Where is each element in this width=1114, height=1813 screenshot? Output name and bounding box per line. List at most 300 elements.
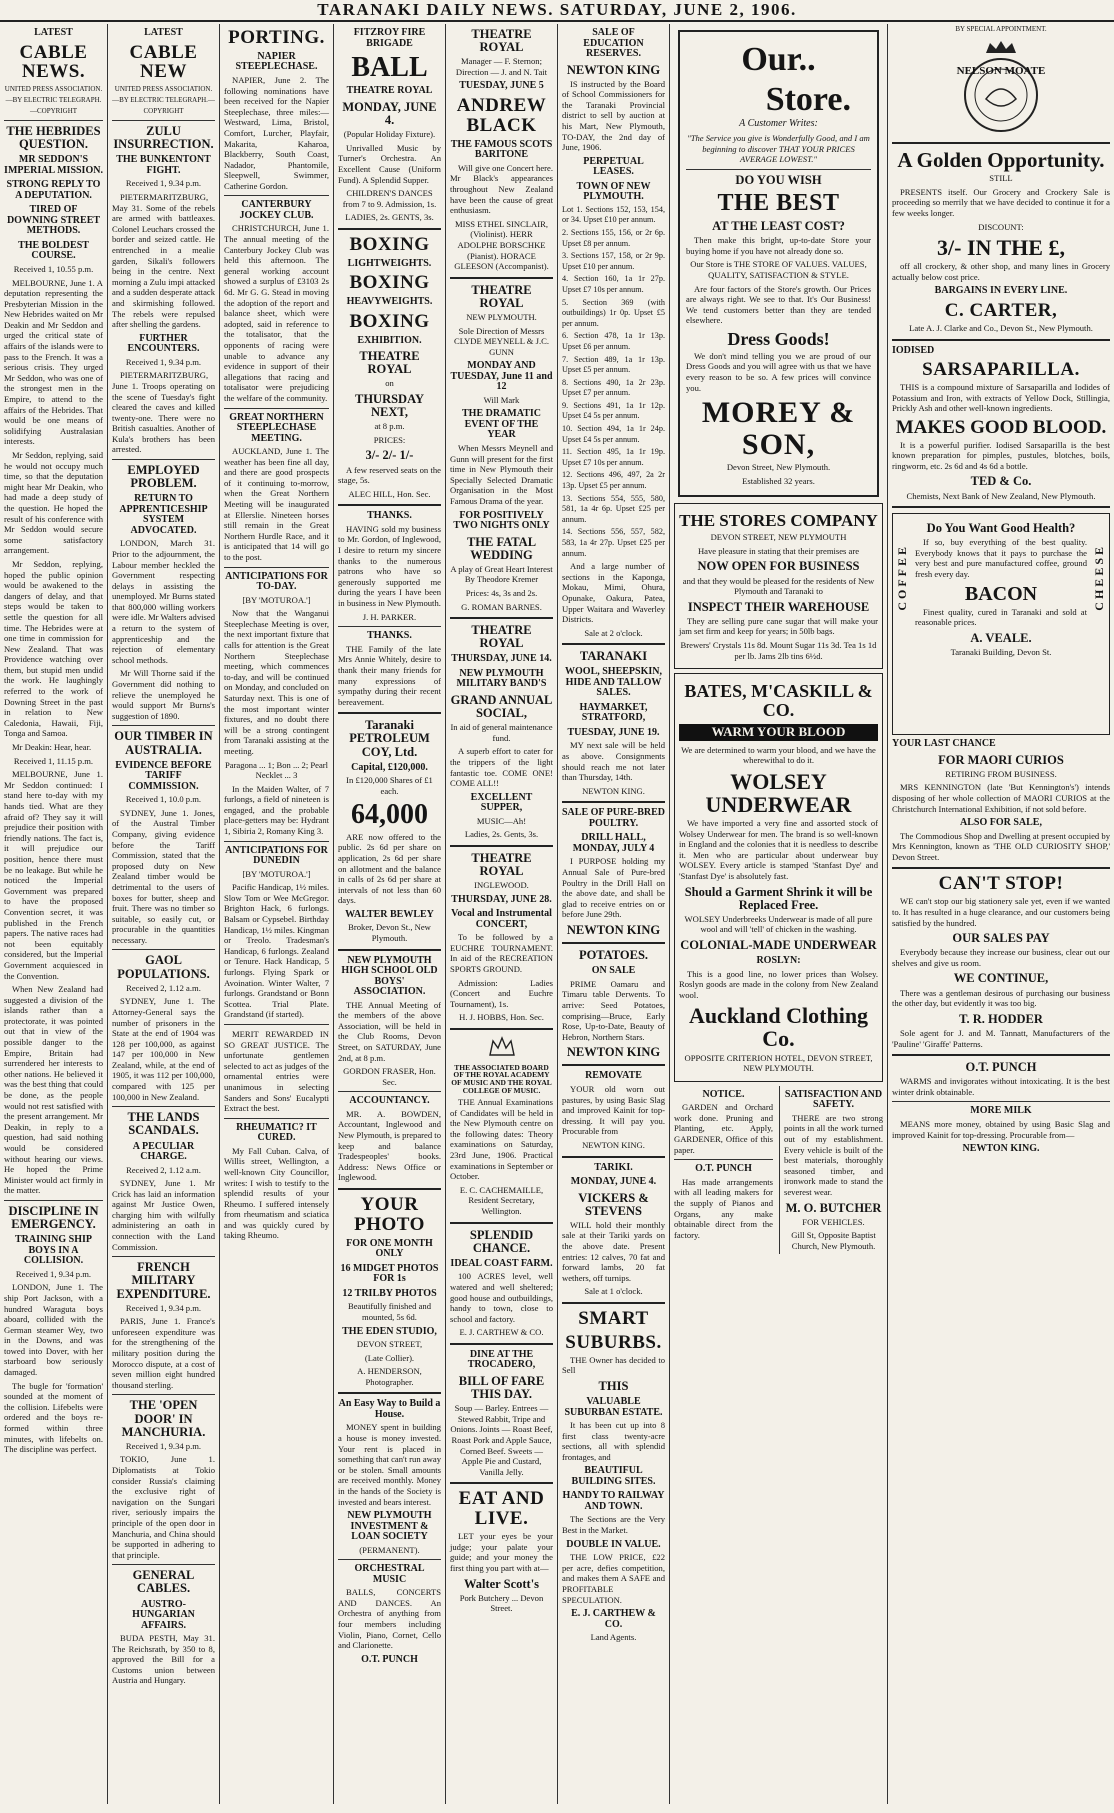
agent-address: Broker, Devon St., New Plymouth.: [348, 922, 431, 943]
established: Established 32 years.: [742, 475, 815, 486]
advert-body: WOLSEY Underbreeks Underwear is made of all pure wool and will 'tell' of chicken in the washing.: [684, 913, 873, 935]
advert-body: GARDEN and Orchard work done. Pruning and Planting, etc. Apply, GARDENER, Office of this paper.: [674, 1102, 773, 1155]
lot-item: 4. Section 160, 1a 1r 27p. Upset £7 10s per annum.: [562, 274, 665, 294]
advert-subheading: ROSLYN:: [756, 955, 801, 967]
article-paragraph: The bugle for 'formation' sounded at the moment of the collision. Lifebelts were ordered and the boys re-formed within three minutes, with lifebelts on. The discipline was perfect.: [4, 1380, 103, 1455]
boxing-sub: LIGHTWEIGHTS.: [347, 257, 432, 269]
signature: NEWTON KING.: [582, 785, 645, 796]
event-subtitle: (Popular Holiday Fixture).: [343, 129, 436, 140]
price-list: Brewers' Crystals 11s 8d. Mount Sugar 11s 3d. Tea 1s 1d per lb. Jams 2lb tins 6½d.: [680, 640, 877, 661]
article-paragraph: SYDNEY, June 1. Mr Crick has laid an information against Mr Justice Owen, charging him with wilfully administering an oath in connection with the Land Commission.: [112, 1178, 215, 1252]
seal-text: NELSON MOATE: [956, 64, 1046, 77]
firm-name: VICKERS & STEVENS: [578, 1190, 649, 1218]
signature-sub: Land Agents.: [590, 1632, 637, 1643]
advert-body: Are four factors of the Store's growth. Our Prices are always right. We see to that. It's Our Business! We tend customers better than they are tended elsewhere.: [686, 283, 871, 326]
signature: E. J. CARTHEW & CO.: [571, 1608, 656, 1630]
advert-body: THE LOW PRICE, £22 per acre, defies competition, and makes them A SAFE and PROFITABLE SPECULATION.: [562, 1552, 665, 1605]
advert-body: My Fall Cuban. Calva, of Willis street, Wellington, a well-known City Councillor, writes: I wish to testify to the splendid results of your Rheumo. I suffered intensely from rheumatism and sciatica and was quickly cured by taking Rheumo.: [224, 1145, 329, 1241]
story-subheading: A PECULIAR CHARGE.: [132, 1140, 195, 1162]
masthead: TARANAKI DAILY NEWS. SATURDAY, JUNE 2, 1906.: [0, 0, 1114, 22]
signature: E. C. CACHEMAILLE, Resident Secretary, Wellington.: [459, 1184, 544, 1217]
article-paragraph: When New Zealand had suggested a division of the islands rather than a protectorate, it was pointed out that in view of the possible danger to the Empire, Britain had surrendered her interests to other nations. He believed it was the best thing that could be done, as the people would not rest satisfied with the present arrangement. Mr Deakin, in reply to a question, had said nothing would be considered without hearing our views. He hoped the Prime Minister would act firmly in the matter.: [4, 984, 103, 1196]
press-credit: UNITED PRESS ASSOCIATION.—BY ELECTRIC TELEGRAPH.—COPYRIGHT: [112, 85, 215, 115]
estate-heading: SUBURBS.: [565, 1331, 662, 1353]
event-date: THURSDAY NEXT,: [354, 392, 424, 420]
will-mark: Will Mark: [483, 394, 520, 405]
share-count: 64,000: [351, 799, 428, 831]
management: Manager — F. Sternon; Direction — J. and N. Tait: [455, 56, 548, 77]
dress-goods-heading: Dress Goods!: [727, 328, 830, 349]
signature: G. ROMAN BARNES.: [461, 601, 542, 612]
advert-title: THANKS.: [367, 510, 412, 522]
advert-body: PRESENTS itself. Our Grocery and Crockery Sale is proceeding so merrily that we have decided to continue it for a few weeks longer.: [892, 186, 1110, 219]
ticket-prices: Prices: 4s, 3s and 2s.: [465, 587, 538, 598]
studio-name: THE EDEN STUDIO,: [342, 1325, 437, 1337]
story-heading: FRENCH MILITARY EXPENDITURE.: [116, 1260, 211, 1301]
event-headline: THE DRAMATIC EVENT OF THE YEAR: [462, 408, 541, 441]
lot-item: 10. Section 494, 1a 1r 24p. Upset £4 5s per annum.: [562, 424, 665, 444]
story-heading: FURTHER ENCOUNTERS.: [127, 332, 200, 355]
music-line: MUSIC—Ah!: [476, 815, 527, 826]
advert-body: We don't mind telling you we are proud of our Dress Goods and you will agree with us that we have every reason to be so. A few prices will convince you.: [686, 350, 871, 393]
stores-company-advert: [674, 503, 883, 669]
lot-item: 7. Section 489, 1a 1r 13p. Upset £5 per annum.: [562, 354, 665, 375]
advert-sub: IDEAL COAST FARM.: [450, 1257, 553, 1269]
signature: GORDON FRASER, Hon. Sec.: [343, 1066, 436, 1087]
play-byline: A play of Great Heart Interest By Theodore Kremer: [450, 563, 553, 585]
advert-body: Will give one Concert here. Mr Black's appearances throughout New Zealand have been the cause of great enthusiasm.: [450, 162, 553, 216]
article-paragraph: Mr Seddon, replying, said he would not occupy much time, so that the deputation might hear Mr Deakin, who had made a deep study of the question. He hoped the result of his conference with Mr Seddon would secure some satisfactory arrangement.: [4, 450, 103, 556]
story-heading: GREAT NORTHERN STEEPLECHASE MEETING.: [229, 411, 324, 444]
estate-heading: THIS: [598, 1378, 629, 1393]
story-heading: EMPLOYED PROBLEM.: [127, 463, 200, 491]
advert-heading: YOUR LAST CHANCE: [892, 738, 996, 750]
advert-title: SPLENDID CHANCE.: [469, 1227, 534, 1255]
bacon-heading: BACON: [964, 582, 1038, 605]
prices-label: PRICES:: [373, 434, 406, 445]
dateline: Received 1, 9.34 p.m.: [125, 1302, 202, 1313]
crest-icon: [450, 1035, 553, 1060]
society-name: NEW PLYMOUTH INVESTMENT & LOAN SOCIETY: [347, 1510, 432, 1543]
article-paragraph: Mr Deakin: Hear, hear.: [12, 742, 92, 753]
shop-name: Walter Scott's: [463, 1576, 540, 1591]
firm-name: Auckland Clothing Co.: [688, 1003, 869, 1052]
firm-name: M. O. BUTCHER: [785, 1200, 882, 1215]
advert-body: To be followed by a EUCHRE TOURNAMENT. In aid of the RECREATION SPORTS GROUND.: [450, 932, 553, 975]
advert-heading: A Golden Opportunity.: [897, 148, 1105, 173]
advert-body: If so, buy everything of the best quality. Everybody knows that it pays to purchase the very best and pure manufactured coffee, ground fresh every day.: [915, 537, 1087, 580]
advert-body: MONEY spent in building a house is money invested. Your rent is placed in something that can't run away or be stolen. Small amounts are received monthly. Money in the hands of the Society is invested and bears interest.: [338, 1422, 441, 1507]
venue: THEATRE ROYAL: [359, 349, 420, 377]
signature: NEWTON KING.: [582, 1139, 645, 1150]
signature: E. J. CARTHEW & CO.: [459, 1327, 544, 1338]
article-paragraph: MELBOURNE, June 1. A deputation representing the Presbyterian Mission in the New Hebrides waited on Mr Deakin and Mr Seddon and urged the critical state of affairs of the islands were to pass to the French. It was a serious crisis. They urged Mr Seddon, who was one of the strongest men in the Empire, to attend to the affairs of the Hebrides. That would be one means of solidifying Australasian interests.: [4, 277, 103, 447]
article-paragraph: BUDA PESTH, May 31. The Reichsrath, by 350 to 8, approved the Bill for a Customs union between Austria and Hungary.: [112, 1633, 215, 1686]
dateline: Received 1, 10.55 p.m.: [13, 263, 94, 274]
dateline: Received 1, 9.34 p.m.: [15, 1268, 92, 1279]
sale-place: TARIKI.: [594, 1161, 633, 1173]
column-4: [334, 24, 446, 1804]
story-subheading: EVIDENCE BEFORE TARIFF COMMISSION.: [115, 759, 212, 792]
event-headline: Vocal and Instrumental CONCERT,: [451, 908, 552, 930]
cable-news-heading: CABLE NEW: [129, 41, 198, 83]
veale-advert: [892, 513, 1110, 735]
firm-address: Devon Street, New Plymouth.: [726, 462, 831, 473]
estate-heading: DOUBLE IN VALUE.: [566, 1538, 661, 1550]
advert-subheading: OUR SALES PAY: [952, 931, 1050, 946]
advert-title: FITZROY FIRE BRIGADE: [353, 27, 426, 49]
advert-heading: BATES, M'CASKILL & CO.: [684, 681, 873, 721]
advert-heading: SARSAPARILLA.: [922, 359, 1080, 381]
advert-title: DINE AT THE TROCADERO,: [467, 1348, 536, 1371]
advert-heading: O.T. PUNCH: [695, 1163, 752, 1175]
sale-time: Sale at 1 o'clock.: [584, 1286, 643, 1297]
advert-address: DEVON STREET, NEW PLYMOUTH: [710, 532, 847, 543]
customer-writes: A Customer Writes:: [739, 118, 818, 130]
on-sale: ON SALE: [591, 965, 636, 977]
royal-appointment: BY SPECIAL APPOINTMENT.: [955, 25, 1047, 33]
advert-body: WARMS and invigorates without intoxicating. It is the best winter drink obtainable.: [892, 1076, 1110, 1097]
advert-body: It is a powerful purifier. Iodised Sarsaparilla is the best known preparation for pimples, pustules, blotches, boils, ringworm, etc. 2s 6d and 4s 6d a bottle.: [892, 439, 1110, 471]
estate-heading: SMART: [578, 1307, 649, 1329]
tea-seal-icon: [892, 39, 1110, 138]
advert-subheading: THE BEST: [717, 189, 840, 216]
latest-label: LATEST: [34, 27, 73, 38]
boxing-heading: BOXING: [349, 233, 430, 255]
lot-item: 12. Sections 496, 497, 2a 2r 13p. Upset £5 per annum.: [562, 470, 665, 491]
lot-item: 13. Sections 554, 555, 580, 581, 1a 4r 6p. Upset £25 per annum.: [562, 493, 665, 524]
event-date: MONDAY AND TUESDAY, June 11 and 12: [450, 360, 553, 393]
advert-sub: WOOL, SHEEPSKIN, HIDE AND TALLOW SALES.: [565, 666, 662, 699]
advert-title: SALE OF EDUCATION RESERVES.: [583, 27, 644, 59]
firm-name: TED & Co.: [970, 474, 1032, 489]
estate-heading: BEAUTIFUL BUILDING SITES.: [571, 1465, 656, 1487]
advert-body: THIS is a compound mixture of Sarsaparilla and Iodides of Potassium and Iron, with extracts of Yellow Dock, Stillingia, Prickly Ash and other well-known ingredients.: [892, 381, 1110, 414]
event-headline: GRAND ANNUAL SOCIAL,: [450, 692, 553, 721]
studio-address: DEVON STREET,: [356, 1339, 423, 1350]
article-paragraph: PARIS, June 1. France's unforeseen expenditure was for the strengthening of the military position during the Morocco dispute, at a cost of seven million eight hundred thousand sterling.: [112, 1316, 215, 1390]
advert-body: MEANS more money, obtained by using Basic Slag and improved Kainit for top-dressing. Procurable from—: [892, 1118, 1110, 1140]
organiser: NEW PLYMOUTH MILITARY BAND'S: [456, 667, 547, 690]
supper-line: EXCELLENT SUPPER,: [470, 791, 533, 814]
story-subheading: STRONG REPLY TO A DEPUTATION.: [6, 179, 101, 201]
advert-body: And a large number of sections in the Kaponga, Mokau, Mimi, Ohura, Opunake, Oakura, Patea, Upper Waitara and Waverley Districts.: [562, 561, 665, 625]
advert-title: POTATOES.: [578, 948, 649, 963]
lot-item: 6. Section 478, 1a 1r 13p. Upset £6 per annum.: [562, 331, 665, 351]
discount-amount: 3/- IN THE £,: [937, 235, 1065, 261]
story-heading: GAOL POPULATIONS.: [117, 953, 210, 981]
lot-item: 8. Sections 490, 1a 2r 23p. Upset £7 per annum.: [562, 377, 665, 398]
story-subheading: AUSTRO-HUNGARIAN AFFAIRS.: [132, 1598, 195, 1631]
story-subheading: THE BUNKENTONT FIGHT.: [116, 154, 211, 176]
advert-subheading: WOLSEY UNDERWEAR: [705, 768, 852, 817]
discount-label: DISCOUNT:: [978, 221, 1024, 232]
on-label: on: [385, 378, 394, 389]
article-paragraph: NAPIER, June 2. The following nominations have been received for the Napier Steeplechase, three miles:—Westward, Lima, Bristol, Comfort, Lurcher, Playfair, Makarita, Kaharoa, Blackberry, South Coast, Nadador, Phantomile, Sleepwell, Swimmer, Catherine Gordon.: [224, 74, 329, 191]
signature: H. J. HOBBS, Hon. Sec.: [459, 1012, 544, 1023]
dateline: Received 1, 10.0 p.m.: [125, 794, 202, 805]
values-line: Our Store is THE STORE OF VALUES. VALUES, QUALITY, SATISFACTION & STYLE.: [690, 259, 867, 280]
photo-heading: YOUR PHOTO: [354, 1194, 425, 1235]
lot-item: 3. Sections 157, 158, or 2r 9p. Upset £10 per annum.: [562, 251, 665, 271]
dateline: Received 1, 9.34 p.m.: [125, 178, 202, 189]
shop-address: Pork Butchery ... Devon Street.: [459, 1592, 544, 1614]
sale-date: MONDAY, JUNE 4.: [570, 1176, 657, 1187]
estate-heading: VALUABLE SUBURBAN ESTATE.: [564, 1396, 663, 1418]
advert-body: MRS KENNINGTON (late 'But Kennington's') intends disposing of her whole collection of MAORI CURIOS at the Christchurch International Exhibition, if not sold before.: [892, 782, 1110, 814]
ball-heading: BALL: [351, 52, 428, 83]
story-heading: OUR TIMBER IN AUSTRALIA.: [114, 729, 213, 757]
advert-title: ACCOUNTANCY.: [349, 1095, 430, 1107]
article-paragraph: In the Maiden Walter, of 7 furlongs, a field of nineteen is engaged, and the probable place-getters may be: Hydrant 1, Sibiria 2, Romany King 3.: [224, 783, 329, 837]
advert-body: MR. A. BOWDEN, Accountant, Inglewood and New Plymouth, is prepared to keep and balance Tradespeoples' books. Address: News Office or Inglewood.: [338, 1108, 441, 1183]
lot-item: 14. Sections 556, 557, 582, 583, 1a 4r 27p. Upset £25 per annum.: [562, 527, 665, 558]
advert-subheading: COLONIAL-MADE UNDERWEAR: [680, 937, 877, 952]
lot-item: Lot 1. Sections 152, 153, 154, or 34. Upset £10 per annum.: [562, 204, 665, 225]
story-heading: GENERAL CABLES.: [132, 1568, 195, 1596]
advert-body: YOUR old worn out pastures, by using Basic Slag and improved Kainit for top-dressing. It will pay you. Procurable from: [562, 1083, 665, 1137]
bargains: BARGAINS IN EVERY LINE.: [934, 285, 1068, 297]
auctioneer-name: NEWTON KING: [566, 62, 661, 77]
story-heading: THE 'OPEN DOOR' IN MANCHURIA.: [121, 1398, 206, 1439]
event-date: THURSDAY, JUNE 28.: [451, 893, 552, 905]
story-subheading: NAPIER STEEPLECHASE.: [235, 50, 318, 73]
theatre-title: THEATRE ROYAL: [471, 27, 532, 55]
morey-advert: [678, 30, 879, 497]
advert-body: It has been cut up into 8 first class twenty-acre sections, all with splendid frontages, and: [562, 1420, 665, 1462]
firm-name: C. CARTER,: [944, 299, 1058, 321]
firm-address: Late A. J. Clarke and Co., Devon St., New Plymouth.: [909, 322, 1093, 333]
advert-heading: O.T. PUNCH: [965, 1060, 1037, 1075]
story-subheading: TRAINING SHIP BOYS IN A COLLISION.: [15, 1234, 92, 1267]
estate-heading: HANDY TO RAILWAY AND TOWN.: [562, 1490, 665, 1512]
story-heading: ANTICIPATIONS FOR DUNEDIN: [225, 844, 328, 867]
lot-item: 11. Section 495, 1a 1r 19p. Upset £7 10s per annum.: [562, 447, 665, 467]
sale-place: DRILL HALL, MONDAY, JULY 4: [572, 832, 655, 854]
advert-title: THE ASSOCIATED BOARD OF THE ROYAL ACADEMY OF MUSIC AND THE ROYAL COLLEGE OF MUSIC.: [451, 1062, 552, 1096]
advert-body: 100 ACRES level, well watered and well sheltered; good house and outbuildings, handy to town, close to school and factory.: [450, 1271, 553, 1324]
advert-body: ARE now offered to the public. 2s 6d per share on application, 2s 6d per share on allotment and the balance in calls of 2s 6d per share at intervals of not less than 60 days.: [338, 831, 441, 906]
advert-body: THE Family of the late Mrs Annie Whitely, desire to thank their many friends for many expressions of sympathy during their recent bereavement.: [338, 643, 441, 707]
management: Sole Direction of Messrs CLYDE MEYNELL & J.C. GUNN: [453, 325, 550, 357]
dateline: Received 1, 11.15 p.m.: [13, 755, 94, 766]
advert-body: Everybody because they increase our business, clear out our shelves and give us room.: [892, 947, 1110, 968]
byline: [BY 'MOTUROA.']: [242, 868, 311, 879]
byline: [BY 'MOTUROA.']: [242, 594, 311, 605]
play-title: THE FATAL WEDDING: [466, 534, 537, 562]
advert-body: The Commodious Shop and Dwelling at present occupied by Mrs Kennington, known as 'THE OLD CURIOSITY SHOP,' Devon Street.: [892, 830, 1110, 862]
advert-body: They are selling pure cane sugar that will make your jam set firm and keep for years; in 50lb bags.: [679, 615, 878, 637]
company-name: Taranaki PETROLEUM COY, Ltd.: [349, 718, 430, 759]
firm-address: Chemists, Next Bank of New Zealand, New Plymouth.: [906, 490, 1096, 501]
column-1: [0, 24, 108, 1804]
advert-body: HAVING sold my business to Mr. Gordon, of Inglewood, I desire to return my sincere thanks to the numerous patrons who have so generously supported me during the years I have been in business in New Plymouth.: [338, 523, 441, 609]
advert-heading: NOTICE.: [702, 1088, 745, 1100]
cable-news-heading: CABLE NEWS.: [19, 41, 88, 83]
advert-title: TARANAKI: [579, 649, 648, 664]
advert-subheading: AT THE LEAST COST?: [712, 219, 845, 234]
theatre-title: THEATRE ROYAL: [471, 282, 532, 310]
bottom-adverts: [674, 1086, 883, 1255]
advert-heading: RHEUMATIC? IT CURED.: [236, 1121, 317, 1144]
event-date: TUESDAY, JUNE 5: [459, 80, 544, 92]
article-paragraph: AUCKLAND, June 1. The weather has been fine all day, and there are good prospects of it continuing to-morrow, when the Great Northern Meeting will be inaugurated at Ellerslie. Nineteen horses still remain in the Great Northern Hurdle Race, and it is anticipated that 14 will go to the post.: [224, 446, 329, 562]
advert-body: WILL hold their monthly sale at their Tariki yards on the above date. Present entries: 12 calves, 70 fat and forward lambs, 20 fat wethers, off turnips.: [562, 1219, 665, 1283]
ticket-prices: LADIES, 2s. GENTS, 3s.: [345, 212, 434, 223]
sale-place: HAYMARKET, STRATFORD,: [579, 701, 648, 724]
section-heading: PORTING.: [228, 27, 325, 48]
advert-body: Finest quality, cured in Taranaki and sold at reasonable prices.: [915, 606, 1087, 628]
cheese-label: CHEESE: [1092, 544, 1107, 611]
story-subheading: TIRED OF DOWNING STREET METHODS.: [6, 204, 101, 237]
offer-line: FOR ONE MONTH ONLY: [346, 1237, 433, 1260]
story-heading: ZULU INSURRECTION.: [113, 124, 214, 152]
article-paragraph: MELBOURNE, June 1. Mr Seddon continued: I stand here to-day with my hands tied. What are they afraid of? They say it will prejudice their position with friendly nations. The fact is, it will prejudice our position, hence there must be no leakage. But while he noticed the Imperial Government was prepared to have the proposed Convention secret, it was published in the French papers. The native races had not been equitably considered, but the Imperial Government acquiesced in the Convention.: [4, 769, 103, 981]
signature: NEWTON KING.: [962, 1143, 1040, 1155]
ticket-prices: 3/- 2/- 1/-: [365, 448, 414, 463]
story-subheading: THE BOLDEST COURSE.: [18, 239, 89, 262]
ticket-info: CHILDREN'S DANCES from 7 to 9. Admission, 1s.: [342, 188, 437, 209]
advert-heading: MORE MILK: [970, 1105, 1032, 1117]
offer-line: 16 MIDGET PHOTOS FOR 1s: [340, 1262, 439, 1285]
advert-subheading: WE CONTINUE,: [953, 971, 1049, 986]
advert-title: REMOVATE: [585, 1070, 642, 1082]
signature: O.T. PUNCH: [361, 1653, 418, 1665]
event-date: MONDAY, JUNE 4.: [342, 99, 437, 128]
dateline: Received 2, 1.12 a.m.: [126, 982, 201, 993]
advert-body: THE Owner has decided to Sell: [562, 1354, 665, 1376]
advert-body: We are determined to warm your blood, and we have the wherewithal to do it.: [681, 744, 876, 766]
tips-list: Paragona ... 1; Bon ... 2; Pearl Necklet ... 3: [224, 759, 329, 781]
advert-body: off all crockery, & other shop, and many lines in Grocery actually below cost price.: [892, 261, 1110, 282]
story-heading: DISCIPLINE IN EMERGENCY.: [8, 1203, 99, 1232]
dateline: Received 2, 1.12 a.m.: [126, 1164, 201, 1175]
capital: Capital, £120,000.: [351, 761, 428, 773]
assisting-artists: MISS ETHEL SINCLAIR, (Violinist). HERR ADOLPHE BORSCHKE (Pianist). HORACE GLEESON (Accompanist).: [454, 218, 549, 272]
firm-name: A. VEALE.: [970, 630, 1032, 645]
society-sub: (PERMANENT).: [359, 1544, 420, 1555]
advert-heading: Do You Want Good Health?: [926, 521, 1076, 536]
advert-heading: IODISED: [892, 344, 935, 356]
ticket-prices: Ladies, 2s. Gents, 3s.: [464, 829, 539, 840]
signature: NEWTON KING: [566, 923, 661, 937]
signature: NEWTON KING: [566, 1045, 661, 1060]
article-paragraph: TOKIO, June 1. Diplomatists at Tokio consider Russia's claiming the exclusive right of navigation on the Sungari river, seriously impairs the principle of the open door in Manchuria, and China should be supported in adhering to that principle.: [112, 1454, 215, 1560]
firm-name: MOREY & SON,: [701, 396, 856, 461]
firm-address: Taranaki Building, Devon St.: [950, 646, 1052, 657]
bates-advert: [674, 673, 883, 1082]
advert-title: ORCHESTRAL MUSIC: [354, 1563, 425, 1585]
offer-line: 12 TRILBY PHOTOS: [342, 1287, 437, 1299]
advert-body: WE can't stop our big stationery sale yet, even if we wanted to. It has resulted in a huge clearance, and our customers being satisfied by the hundred.: [892, 896, 1110, 928]
firm-address: OPPOSITE CRITERION HOTEL, DEVON STREET, NEW PLYMOUTH.: [684, 1052, 873, 1074]
menu-heading: BILL OF FARE THIS DAY.: [458, 1373, 545, 1402]
lot-item: 9. Sections 491, 1a 1r 12p. Upset £4 5s per annum.: [562, 400, 665, 421]
story-heading: THE HEBRIDES QUESTION.: [6, 124, 101, 152]
article-paragraph: SYDNEY, June 1. The Attorney-General says the number of prisoners in the State at the end of 1904 was 128 per 100,000, as against 147 per 100,000 in New Zealand, while, at the end of 1905, it was 112 per 100,000, compared with 125 per 100,000 in New Zealand.: [112, 996, 215, 1102]
advert-subheading: DO YOU WISH: [735, 172, 822, 187]
advert-body: Then make this bright, up-to-date Store your buying home if you have not already done so.: [686, 235, 871, 256]
venue: THEATRE ROYAL: [346, 85, 433, 97]
article-paragraph: LONDON, March 31. Prior to the adjournment, the Labour member heckled the Government respecting delays in assisting the unemployed. Mr Burns stated that 800,000 willing workers were idle. Mr Walters advised a return to the system of apprenticeship and the rejection of elementary school methods.: [112, 538, 215, 665]
studio-late: (Late Collier).: [364, 1352, 415, 1363]
column-2: [108, 24, 220, 1804]
theatre-title: THEATRE ROYAL: [471, 623, 532, 651]
advert-body: A superb effort to cater for the trippers of the light fantastic toe. COME ONE! COME ALL!!: [450, 746, 553, 789]
advert-body: There was a gentleman desirous of purchasing our business the other day, but evidently it was too big.: [892, 987, 1110, 1009]
signature: J. H. PARKER.: [362, 611, 417, 622]
event-time: at 8 p.m.: [374, 421, 405, 432]
boxing-heading: BOXING: [349, 310, 430, 332]
dateline: Received 1, 9.34 p.m.: [125, 1440, 202, 1451]
advert-body: The Sections are the Very Best in the Market.: [562, 1514, 665, 1536]
performer-name: ANDREW BLACK: [456, 94, 547, 136]
advert-body: Has made arrangements with all leading makers for the supply of Pianos and Organs, any make obtainable direct from the factory.: [674, 1176, 773, 1240]
advert-body: PRIME Oamaru and Timaru table Derwents. To arrive: Seed Potatoes, comprising—Bruce, Early Rose, Up-to-Date, Beauty of Hebron, Northern Stars.: [562, 978, 665, 1042]
advert-body: and that they would be pleased for the residents of New Plymouth and Taranaki to: [682, 575, 875, 597]
theatre-town: INGLEWOOD.: [474, 880, 529, 891]
advert-heading: THE STORES COMPANY: [679, 511, 878, 531]
advert-subheading: ALSO FOR SALE,: [960, 817, 1042, 829]
advert-body: LET your eyes be your judge; your palate your guide; and your money the first thing you part with at—: [450, 1531, 553, 1573]
advert-body: A few reserved seats on the stage, 5s.: [338, 464, 441, 486]
article-paragraph: Now that the Wanganui Steeplechase Meeting is over, the next important fixture that calls for attention is the Great Northern Steeplechase meeting, which commences to-day, and will be continued on Monday, and concluded on Saturday next. This is one of the most important winter fixtures, and no doubt there will be a strong contingent from Taranaki assisting at the meeting.: [224, 608, 329, 756]
advert-body: Have pleasure in stating that their premises are: [697, 545, 860, 556]
menu: Soup — Barley. Entrees — Stewed Rabbit, Tripe and Onions. Joints — Roast Beef, Roast Pork and Apple Sauce, Corned Beef. Sweets — Apple Pie and Custard, Vanilla Jelly.: [450, 1403, 553, 1477]
advert-body: BALLS, CONCERTS AND DANCES. An Orchestra of anything from four members including Violin, Piano, Cornet, Cello and Clarionette.: [338, 1587, 441, 1651]
advert-body: THE Annual Examinations of Candidates will be held in the New Plymouth centre on the following dates: Theory examinations on Saturday, 23rd June, 1906. Practical examinations in September or October.: [450, 1097, 553, 1182]
article-paragraph: PIETERMARITZBURG, May 31. Some of the rebels are armed with battleaxes. Colonel Leuchars crossed the border and seized cattle. He entrenched in a mealie garden, Sikali's followers being in the centre. Next morning a Zulu impi attacked and a sudden desperate attack and skirmishing followed. The rebels were repulsed after shelling the gardens.: [112, 192, 215, 330]
advert-title: EAT AND LIVE.: [458, 1488, 545, 1530]
advert-sub: PERPETUAL LEASES.: [583, 155, 644, 178]
advert-body: When Messrs Meynell and Gunn will present for the first time in New Plymouth their Specially Selected Dramatic Organisation in the Most Famous Drama of the year.: [450, 442, 553, 506]
theatre-title: THEATRE ROYAL: [471, 850, 532, 879]
nights-only: FOR POSITIVELY TWO NIGHTS ONLY: [453, 509, 550, 532]
story-subheading: MR SEDDON'S IMPERIAL MISSION.: [4, 154, 103, 176]
customer-quote: "The Service you give is Wonderfully Good, and I am beginning to discover THAT YOUR PRICES AVERAGE LOWEST.": [687, 132, 870, 165]
column-7: [670, 24, 888, 1804]
article-paragraph: LONDON, June 1. The ship Port Jackson, with a hundred Waraguta boys aboard, collided with the German steamer Wey, two in the Downs, and was towed into Dover, with her starboard bow seriously damaged.: [4, 1282, 103, 1378]
signature: ALEC HILL, Hon. Sec.: [348, 488, 431, 499]
coffee-label: COFFEE: [895, 544, 909, 611]
column-8: [888, 24, 1114, 1804]
offer-note: Beautifully finished and mounted, 5s 6d.: [347, 1301, 432, 1322]
dateline: Received 1, 9.34 p.m.: [125, 356, 202, 367]
advert-body: IS instructed by the Board of School Commissioners for the Taranaki Provincial district to sell by auction at his Mart, New Plymouth, TO-DAY, the 2nd day of June, 1906.: [562, 78, 665, 153]
advert-heading: CAN'T STOP!: [938, 873, 1064, 895]
story-heading: CANTERBURY JOCKEY CLUB.: [239, 199, 314, 221]
advert-subheading: NOW OPEN FOR BUSINESS: [697, 559, 860, 574]
sale-time: Sale at 2 o'clock.: [584, 627, 643, 638]
advert-heading: Store.: [765, 80, 851, 118]
agent-name: WALTER BEWLEY: [345, 908, 434, 920]
advert-body: THERE are two strong points in all the work turned out of my establishment. Every vehicle is built of the best materials, thoroughly seasoned timber, and ironwork made to stand the severest wear.: [784, 1112, 883, 1197]
advert-title: An Easy Way to Build a House.: [338, 1398, 441, 1420]
lot-item: 2. Sections 155, 156, or 2r 6p. Upset £8 per annum.: [562, 227, 665, 248]
advert-heading: FOR MAORI CURIOS: [938, 752, 1064, 767]
story-heading: ANTICIPATIONS FOR TO-DAY.: [225, 570, 328, 593]
warm-banner: WARM YOUR BLOOD: [679, 724, 878, 741]
signature: A. HENDERSON, Photographer.: [357, 1366, 422, 1387]
performer-sub: THE FAMOUS SCOTS BARITONE: [450, 138, 553, 161]
shares-note: In £120,000 Shares of £1 each.: [346, 775, 433, 796]
advert-body: I PURPOSE holding my Annual Sale of Pure-bred Poultry in the Drill Hall on the above date, and shall be glad to receive entries on or before June 29th.: [562, 856, 665, 920]
advert-body: MY next sale will be held as above. Consignments should reach me not later than Thursday, 14th.: [562, 740, 665, 783]
story-subheading: RETURN TO APPRENTICESHIP SYSTEM ADVOCATED.: [119, 493, 208, 536]
sale-date: TUESDAY, JUNE 19.: [567, 726, 660, 738]
advert-heading: Our..: [741, 41, 816, 78]
advert-body: Unrivalled Music by Turner's Orchestra. An Excellent Cause (Uniform Fund). A Splendid Supper.: [338, 142, 441, 185]
